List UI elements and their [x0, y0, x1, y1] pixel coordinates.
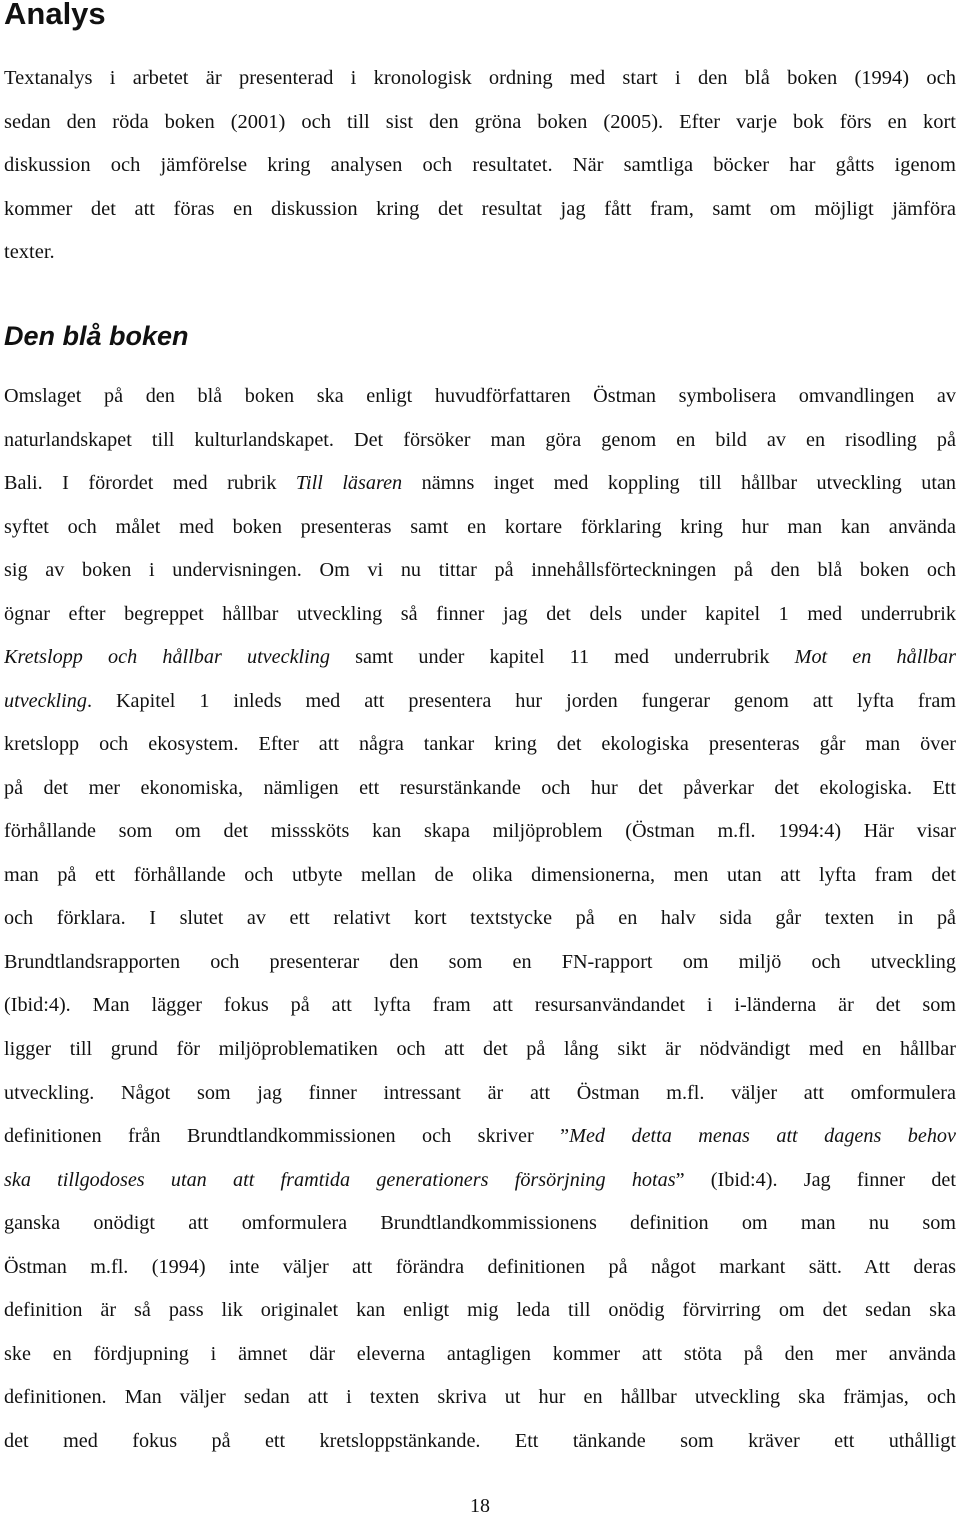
- text-line: sig av boken i undervisningen. Om vi nu tittar på innehållsförteckningen på den blå boken och: [4, 559, 956, 582]
- text-line: syftet och målet med boken presenteras samt en kortare förklaring kring hur man kan använda: [4, 515, 956, 538]
- text-line: kommer det att föras en diskussion kring det resultat jag fått fram, samt om möjligt jämföra: [4, 197, 956, 220]
- text-line: och förklara. I slutet av ett relativt kort textstycke på en halv sida går texten in på: [4, 907, 956, 930]
- text-line: Kretslopp och hållbar utveckling samt under kapitel 11 med underrubrik Mot en hållbar: [4, 646, 956, 669]
- text-line: sedan den röda boken (2001) och till sist den gröna boken (2005). Efter varje bok förs en kort: [4, 110, 956, 133]
- text-line: kretslopp och ekosystem. Efter att några tankar kring det ekologiska presenteras går man över: [4, 733, 956, 756]
- text-line: Östman m.fl. (1994) inte väljer att förändra definitionen på något markant sätt. Att deras: [4, 1255, 956, 1278]
- text-line: naturlandskapet till kulturlandskapet. Det försöker man göra genom en bild av en risodling på: [4, 428, 956, 451]
- text-line: Textanalys i arbetet är presenterad i kronologisk ordning med start i den blå boken (1994) och: [4, 67, 956, 89]
- italic-text: ska tillgodoses utan att framtida generationers försörjning hotas: [4, 1168, 676, 1191]
- text-line: ske en fördjupning i ämnet där eleverna antagligen kommer att stöta på den mer använda: [4, 1342, 956, 1365]
- italic-text: utveckling: [4, 689, 87, 712]
- text-line: ligger till grund för miljöproblematiken och att det på lång sikt är nödvändigt med en hållbar: [4, 1037, 956, 1060]
- text-line: ska tillgodoses utan att framtida generationers försörjning hotas” (Ibid:4). Jag finner det: [4, 1168, 956, 1191]
- text-line: (Ibid:4). Man lägger fokus på att lyfta fram att resursanvändandet i i-länderna är det som: [4, 994, 956, 1017]
- text-line: ögnar efter begreppet hållbar utveckling så finner jag det dels under kapitel 1 med underrubrik: [4, 602, 956, 625]
- section-paragraph: [4, 375, 956, 1463]
- italic-text: Mot en hållbar: [794, 646, 956, 669]
- text-line: definition är så pass lik originalet kan enligt mig leda till onödig förvirring om det sedan ska: [4, 1299, 956, 1322]
- intro-paragraph: [4, 57, 956, 275]
- text-line: det med fokus på ett kretsloppstänkande. Ett tänkande som kräver ett uthålligt: [4, 1429, 956, 1452]
- text-line: man på ett förhållande och utbyte mellan de olika dimensionerna, men utan att lyfta fram det: [4, 863, 956, 886]
- text-line: Bali. I förordet med rubrik Till läsaren nämns inget med koppling till hållbar utveckling utan: [4, 472, 956, 495]
- text-line: på det mer ekonomiska, nämligen ett resurstänkande och hur det påverkar det ekologiska. Ett: [4, 776, 956, 799]
- text-line: texter.: [4, 241, 55, 264]
- text-line: definitionen från Brundtlandkommissionen och skriver ”Med detta menas att dagens behov: [4, 1125, 956, 1148]
- italic-text: Till läsaren: [295, 472, 403, 495]
- text-line: Brundtlandsrapporten och presenterar den som en FN-rapport om miljö och utveckling: [4, 950, 956, 973]
- text-line: diskussion och jämförelse kring analysen och resultatet. När samtliga böcker har gåtts igenom: [4, 154, 956, 177]
- text-line: utveckling. Kapitel 1 inleds med att presentera hur jorden fungerar genom att lyfta fram: [4, 689, 956, 712]
- text-line: Omslaget på den blå boken ska enligt huvudförfattaren Östman symbolisera omvandlingen av: [4, 385, 956, 407]
- text-line: förhållande som om det misssköts kan skapa miljöproblem (Östman m.fl. 1994:4) Här visar: [4, 820, 956, 843]
- text-line: definitionen. Man väljer sedan att i texten skriva ut hur en hållbar utveckling ska främjas, och: [4, 1386, 956, 1409]
- italic-text: Kretslopp och hållbar utveckling: [4, 646, 330, 669]
- page-heading: Analys: [4, 0, 106, 31]
- text-line: ganska onödigt att omformulera Brundtlandkommissionens definition om man nu som: [4, 1212, 956, 1235]
- italic-text: Med detta menas att dagens behov: [569, 1125, 956, 1148]
- section-title: Den blå boken: [4, 321, 189, 351]
- page-number: 18: [470, 1495, 490, 1517]
- text-line: utveckling. Något som jag finner intressant är att Östman m.fl. väljer att omformulera: [4, 1081, 956, 1104]
